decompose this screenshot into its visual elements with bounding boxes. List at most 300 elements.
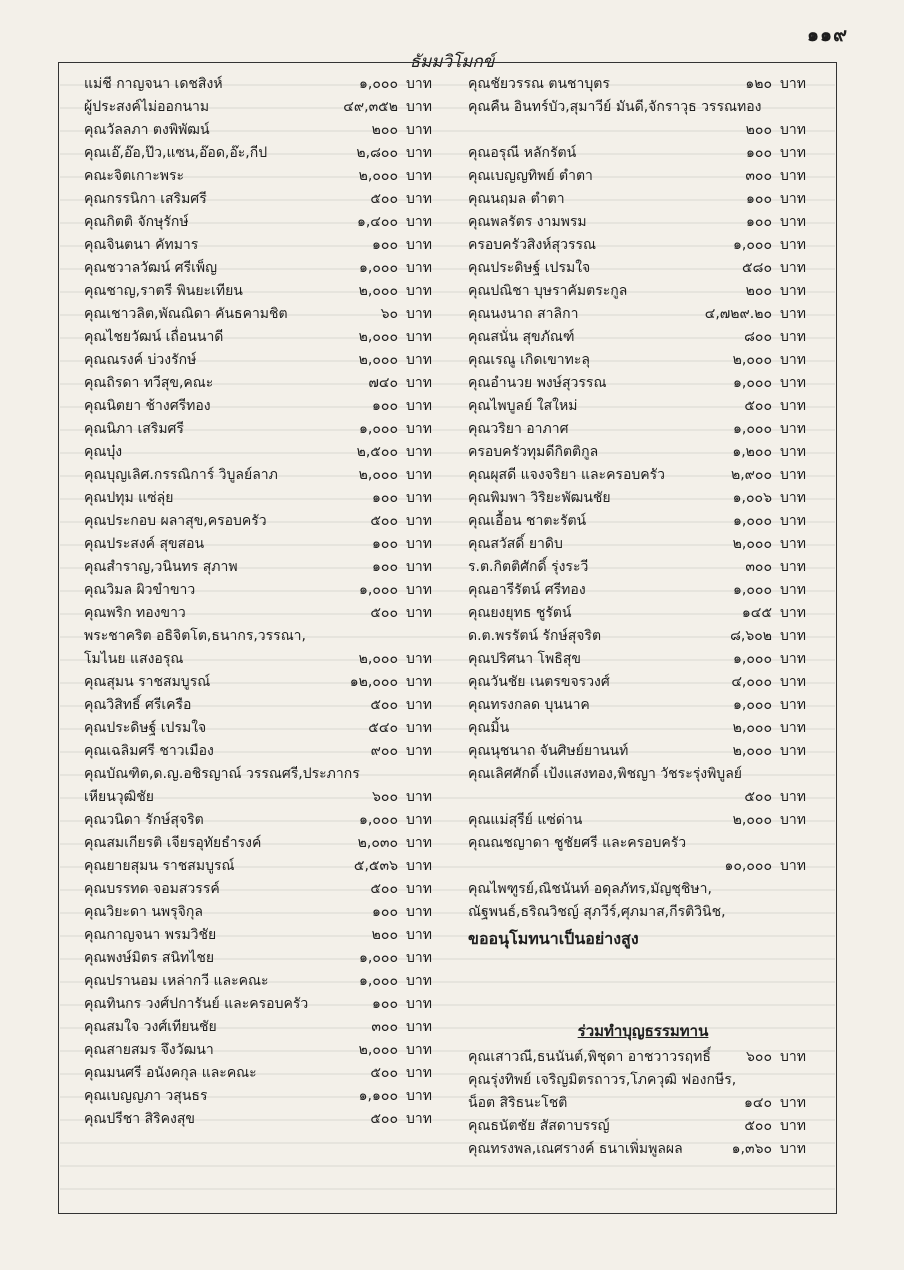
currency-unit: บาท [406, 214, 432, 230]
donation-value [358, 832, 444, 855]
donation-amount: ๓๐๐ [371, 1019, 398, 1035]
donor-row [468, 280, 818, 303]
donor-row [84, 671, 444, 694]
donation-value [370, 602, 444, 625]
donor-name: คุณปริศนา โพธิสุข [468, 651, 581, 667]
donation-value [733, 418, 818, 441]
donor-row [84, 533, 444, 556]
donation-value [368, 717, 444, 740]
donation-value [359, 280, 444, 303]
donation-amount: ๕๐๐ [370, 513, 398, 529]
currency-unit: บาท [780, 306, 806, 322]
donation-amount: ๒๐๐ [371, 927, 398, 943]
donor-row [468, 1046, 818, 1069]
donor-row [468, 96, 818, 119]
donor-row [84, 602, 444, 625]
donation-amount: ๖๐ [380, 306, 398, 322]
donor-row [468, 648, 818, 671]
donor-row [84, 763, 444, 786]
donation-amount: ๑,๐๐๐ [733, 237, 772, 253]
currency-unit: บาท [406, 1019, 432, 1035]
donation-value [705, 303, 818, 326]
currency-unit: บาท [406, 421, 432, 437]
donor-name: คุณพริก ทองขาว [84, 605, 186, 621]
donor-row [468, 579, 818, 602]
donation-value [733, 372, 818, 395]
donation-value [772, 901, 818, 924]
donor-name: คุณเลิศศักดิ์ เป้งแสงทอง,พิชญา วัชระรุ่งพิบูลย์ [468, 766, 742, 782]
donation-value [744, 395, 818, 418]
donor-row [84, 142, 444, 165]
donor-row [468, 832, 818, 855]
section-heading: ร่วมทำบุญธรรมทาน [577, 1022, 709, 1040]
donor-row [84, 188, 444, 211]
donation-amount: ๑,๐๐๐ [733, 375, 772, 391]
donor-name: คุณกาญจนา พรมวิชัย [84, 927, 217, 943]
donor-name: คุณวนิดา รักษ์สุจริต [84, 812, 204, 828]
donor-row [84, 257, 444, 280]
donor-row [468, 533, 818, 556]
donation-value [357, 211, 444, 234]
donation-amount: ๑๐๐ [372, 398, 398, 414]
donation-value [359, 257, 444, 280]
donation-value [733, 349, 818, 372]
donor-name: คุณประดิษฐ์ เปรมใจ [84, 720, 207, 736]
currency-unit: บาท [406, 76, 432, 92]
donation-value [359, 970, 444, 993]
donation-value [370, 878, 444, 901]
donation-value [359, 648, 444, 671]
currency-unit: บาท [406, 536, 432, 552]
donor-name: คุณประดิษฐ์ เปรมใจ [468, 260, 591, 276]
currency-unit [780, 878, 818, 901]
donor-row [468, 1138, 818, 1161]
donor-row [468, 418, 818, 441]
donor-row [84, 878, 444, 901]
donor-name: คุณนิภา เสริมศรี [84, 421, 184, 437]
donation-amount: ๔,๐๐๐ [731, 674, 772, 690]
donation-amount: ๑,๐๐๐ [733, 421, 772, 437]
donor-row [84, 993, 444, 1016]
donor-row [84, 924, 444, 947]
currency-unit: บาท [406, 858, 432, 874]
donation-value [350, 671, 444, 694]
currency-unit: บาท [780, 720, 806, 736]
donation-amount: ๓๐๐ [745, 168, 772, 184]
currency-unit: บาท [780, 168, 806, 184]
donor-name: โมไนย แสงอรุณ [84, 651, 184, 667]
donation-value [733, 234, 818, 257]
donor-name: คุณถิรดา ทวีสุข,คณะ [84, 375, 214, 391]
donation-value [772, 832, 818, 855]
donor-row [84, 740, 444, 763]
donor-name: คุณทรงพล,เณศรางค์ ธนาเพิ่มพูลผล [468, 1141, 683, 1157]
donor-name: คุณยายสุมน ราชสมบูรณ์ [84, 858, 235, 874]
donor-name: คุณวิมล ผิวขำขาว [84, 582, 196, 598]
donation-amount: ๕๐๐ [744, 398, 772, 414]
donation-amount: ๒,๐๐๐ [732, 812, 772, 828]
currency-unit: บาท [406, 996, 432, 1012]
currency-unit: บาท [406, 283, 432, 299]
currency-unit: บาท [780, 191, 806, 207]
donation-amount: ๑,๐๐๐ [359, 812, 398, 828]
currency-unit: บาท [406, 375, 432, 391]
donor-row [84, 1039, 444, 1062]
donor-row [468, 188, 818, 211]
donor-name: คุณทินกร วงศ์ปการันย์ และครอบครัว [84, 996, 309, 1012]
donation-amount: ๒,๐๐๐ [732, 352, 772, 368]
donation-amount: ๒,๐๐๐ [358, 283, 398, 299]
donation-value [372, 786, 444, 809]
currency-unit [406, 763, 444, 786]
currency-unit: บาท [406, 122, 432, 138]
donation-value [724, 855, 818, 878]
donation-value [398, 625, 444, 648]
donation-amount: ๑๒,๐๐๐ [349, 674, 398, 690]
donation-amount: ๒,๐๐๐ [358, 467, 398, 483]
donation-value [372, 924, 444, 947]
donor-name: คุณเฉลิมศรี ชาวเมือง [84, 743, 214, 759]
donation-amount: ๑๐๐ [746, 214, 772, 230]
donor-name: คุณสมเกียรติ เจียรอุทัยธำรงค์ [84, 835, 262, 851]
donor-name: คุณธนัตชัย สัสดาบรรญ์ [468, 1118, 610, 1134]
donor-name: คุณณชญาดา ชูชัยศรี และครอบครัว [468, 835, 687, 851]
donor-row [84, 625, 444, 648]
donation-value [359, 1085, 444, 1108]
donor-name: คุณชัยวรรณ ตนชาบุตร [468, 76, 610, 92]
donor-row [468, 349, 818, 372]
donation-amount: ๑๔๕ [741, 605, 772, 621]
currency-unit: บาท [406, 1042, 432, 1058]
donation-amount: ๑,๔๐๐ [356, 214, 398, 230]
currency-unit: บาท [406, 720, 432, 736]
donor-row [468, 1069, 818, 1092]
donor-row [468, 441, 818, 464]
donation-amount: ๑,๐๐๖ [732, 490, 772, 506]
donor-row [84, 855, 444, 878]
donor-name: คุณเรณู เกิดเขาทะลุ [468, 352, 590, 368]
donor-name: แม่ชี กาญจนา เดชสิงห์ [84, 76, 223, 92]
currency-unit: บาท [780, 398, 806, 414]
donor-name: คุณทรงกลด บุนนาค [468, 697, 590, 713]
donation-amount: ๑๐๐ [746, 191, 772, 207]
donor-row [84, 487, 444, 510]
donation-value [356, 142, 444, 165]
donation-amount: ๒,๕๐๐ [356, 444, 398, 460]
currency-unit: บาท [406, 927, 432, 943]
donation-amount: ๑๐๐ [746, 145, 772, 161]
donation-value [733, 717, 818, 740]
donation-value [359, 947, 444, 970]
donor-row [84, 372, 444, 395]
donor-row [468, 234, 818, 257]
currency-unit [780, 763, 818, 786]
donation-value [746, 188, 818, 211]
donor-row [468, 119, 818, 142]
donor-row [84, 211, 444, 234]
currency-unit: บาท [406, 674, 432, 690]
donation-value [357, 441, 444, 464]
currency-unit: บาท [780, 421, 806, 437]
donation-amount: ๕๐๐ [370, 881, 398, 897]
donor-row [84, 303, 444, 326]
donor-row [84, 970, 444, 993]
donor-row [468, 855, 818, 878]
donor-row [468, 1115, 818, 1138]
donation-value [731, 464, 818, 487]
donor-name: คุณพงษ์มิตร สนิทไชย [84, 950, 215, 966]
donation-value [742, 602, 818, 625]
donation-amount: ๒๐๐ [745, 122, 772, 138]
donation-amount: ๑๐๐ [372, 536, 398, 552]
donation-amount: ๑,๐๐๐ [359, 260, 398, 276]
donation-amount: ๒,๐๓๐ [357, 835, 398, 851]
currency-unit: บาท [780, 1049, 806, 1065]
donor-row [468, 73, 818, 96]
donor-name: คุณอรุณี หลักรัตน์ [468, 145, 577, 161]
currency-unit: บาท [780, 122, 806, 138]
currency-unit: บาท [406, 1065, 432, 1081]
donation-value [742, 257, 818, 280]
donation-amount: ๑๒๐ [745, 76, 772, 92]
donor-name: คุณชวาลวัฒน์ ศรีเพ็ญ [84, 260, 218, 276]
donation-value [733, 487, 818, 510]
currency-unit: บาท [406, 352, 432, 368]
donation-value [744, 1092, 818, 1115]
donor-row [84, 234, 444, 257]
currency-unit: บาท [780, 628, 806, 644]
donor-row [468, 671, 818, 694]
donation-value [733, 648, 818, 671]
donation-amount: ๒,๘๐๐ [356, 145, 398, 161]
donor-row [468, 717, 818, 740]
currency-unit [780, 1069, 818, 1092]
donor-name: คุณเอื้อน ชาตะรัตน์ [468, 513, 587, 529]
currency-unit [780, 832, 818, 855]
donor-name: คุณวิยะดา นพรุจิกุล [84, 904, 203, 920]
donor-row [468, 510, 818, 533]
donation-amount: ๗๔๐ [368, 375, 398, 391]
donation-value [359, 349, 444, 372]
donor-name: คุณปรานอม เหล่ากวี และคณะ [84, 973, 269, 989]
donation-value [370, 188, 444, 211]
donation-amount: ๒,๐๐๐ [732, 536, 772, 552]
donor-row [84, 119, 444, 142]
donation-amount: ๕,๕๓๖ [353, 858, 398, 874]
currency-unit: บาท [406, 490, 432, 506]
donor-name: คุณผุสดี แจงจริยา และครอบครัว [468, 467, 665, 483]
donor-name: คุณคืน อินทร์บัว,สุมาวีย์ มันดี,จักราวุธ วรรณทอง [468, 99, 762, 115]
donation-value [746, 1046, 818, 1069]
donation-value [372, 901, 444, 924]
donor-name: คุณวิสิทธิ์ ศรีเครือ [84, 697, 192, 713]
donor-row [84, 947, 444, 970]
donor-row [468, 395, 818, 418]
donation-value [733, 510, 818, 533]
donation-amount: ๕๐๐ [370, 697, 398, 713]
donor-name: คุณมนศรี อนังคกุล และคณะ [84, 1065, 257, 1081]
currency-unit: บาท [780, 559, 806, 575]
donor-name: น็อต สิริธนะโชติ [468, 1095, 568, 1111]
donor-row [84, 717, 444, 740]
donation-value [733, 533, 818, 556]
donor-row [468, 901, 818, 924]
donation-value [370, 1108, 444, 1131]
donation-value [359, 165, 444, 188]
currency-unit: บาท [406, 812, 432, 828]
donor-name: คุณนิตยา ช้างศรีทอง [84, 398, 211, 414]
currency-unit: บาท [780, 352, 806, 368]
donor-row [468, 763, 818, 786]
donor-row [84, 280, 444, 303]
donor-name: คุณกิตติ จักษุรักษ์ [84, 214, 189, 230]
donor-name: คุณประกอบ ผลาสุข,ครอบครัว [84, 513, 267, 529]
donor-row [84, 73, 444, 96]
donation-value [733, 809, 818, 832]
donor-name: คุณจินตนา คัทมาร [84, 237, 199, 253]
journal-title: ธัมมวิโมกข์ [409, 52, 495, 72]
donor-name: คุณนุชนาถ จันศิษย์ยานนท์ [468, 743, 629, 759]
donor-name: คุณเบญญภา วสุนธร [84, 1088, 208, 1104]
donation-value [372, 556, 444, 579]
donor-name: คุณไพฑูรย์,ณิชนันท์ อดุลภัทร,มัญชุชิษา, [468, 881, 712, 897]
currency-unit: บาท [406, 145, 432, 161]
donation-amount: ๑,๑๐๐ [358, 1088, 398, 1104]
donation-value [359, 464, 444, 487]
currency-unit: บาท [406, 1088, 432, 1104]
currency-unit: บาท [406, 835, 432, 851]
donation-value [372, 993, 444, 1016]
donor-name: คุณพลรัตร งามพรม [468, 214, 587, 230]
currency-unit: บาท [406, 329, 432, 345]
donor-row [468, 211, 818, 234]
donor-name: ณัฐพนธ์,ธริณวิชญ์ สุภวีร์,ศุภมาส,กีรติวินิช, [468, 904, 726, 920]
donation-amount: ๘๐๐ [744, 329, 772, 345]
donation-amount: ๑,๐๐๐ [359, 76, 398, 92]
donor-row [468, 1092, 818, 1115]
donor-name: ร.ต.กิตติศักดิ์ รุ่งระวี [468, 559, 589, 575]
currency-unit: บาท [780, 329, 806, 345]
donor-row [468, 625, 818, 648]
donation-value [730, 625, 818, 648]
currency-unit: บาท [406, 398, 432, 414]
currency-unit: บาท [406, 881, 432, 897]
donor-row [84, 510, 444, 533]
donor-name: คุณเอ๊,อ๊อ,ป๊ว,แซน,อ๊อด,อ๊ะ,กีป [84, 145, 268, 161]
donation-value [746, 280, 818, 303]
donation-value [746, 211, 818, 234]
donation-amount: ๕๐๐ [370, 191, 398, 207]
right-donor-list [468, 73, 818, 924]
currency-unit: บาท [406, 789, 432, 805]
currency-unit: บาท [780, 812, 806, 828]
currency-unit: บาท [780, 789, 806, 805]
donor-row [468, 372, 818, 395]
currency-unit [780, 901, 818, 924]
donation-amount: ๒,๐๐๐ [358, 352, 398, 368]
currency-unit: บาท [406, 950, 432, 966]
donor-name: คุณสมใจ วงศ์เทียนชัย [84, 1019, 217, 1035]
donation-value [370, 510, 444, 533]
currency-unit: บาท [780, 582, 806, 598]
donation-amount: ๕๘๐ [742, 260, 772, 276]
donor-row [468, 740, 818, 763]
donor-name: คุณสุมน ราชสมบูรณ์ [84, 674, 211, 690]
donation-value [772, 763, 818, 786]
donation-amount: ๑๐๐ [372, 559, 398, 575]
currency-unit: บาท [780, 467, 806, 483]
donor-name: คุณอำนวย พงษ์สุวรรณ [468, 375, 607, 391]
donor-name: พระชาคริต อธิจิตโต,ธนากร,วรรณา, [84, 628, 306, 644]
donation-amount: ๑,๐๐๐ [359, 950, 398, 966]
donation-amount: ๕๐๐ [370, 605, 398, 621]
donation-value [733, 579, 818, 602]
currency-unit: บาท [406, 99, 432, 115]
donor-name: คุณไพบูลย์ ใสใหม่ [468, 398, 578, 414]
donor-row [84, 96, 444, 119]
donation-value [746, 142, 818, 165]
currency-unit: บาท [406, 582, 432, 598]
donation-value [733, 740, 818, 763]
donation-value [359, 1039, 444, 1062]
donation-amount: ๑,๐๐๐ [733, 582, 772, 598]
donor-name: คุณยงยุทธ ชูรัตน์ [468, 605, 572, 621]
currency-unit [780, 96, 818, 119]
section-donor-list [468, 1046, 818, 1161]
donation-amount: ๑๐๐ [372, 904, 398, 920]
donation-amount: ๕๐๐ [744, 1118, 772, 1134]
currency-unit: บาท [406, 191, 432, 207]
donation-value [372, 119, 444, 142]
donation-amount: ๒๐๐ [745, 283, 772, 299]
donor-name: คุณบรรทด จอมสวรรค์ [84, 881, 220, 897]
currency-unit: บาท [780, 1141, 806, 1157]
currency-unit: บาท [406, 260, 432, 276]
currency-unit: บาท [780, 1095, 806, 1111]
currency-unit [406, 625, 444, 648]
donation-value [744, 326, 818, 349]
donation-value [354, 855, 444, 878]
donor-row [84, 579, 444, 602]
donor-row [468, 878, 818, 901]
donation-value [772, 878, 818, 901]
donor-row [84, 326, 444, 349]
donor-row [468, 464, 818, 487]
donation-value [368, 372, 444, 395]
donation-value [371, 740, 444, 763]
donation-value [359, 579, 444, 602]
currency-unit: บาท [406, 513, 432, 529]
currency-unit: บาท [780, 375, 806, 391]
donor-row [84, 694, 444, 717]
donor-row [84, 349, 444, 372]
donor-name: คุณประสงค์ สุขสอน [84, 536, 205, 552]
currency-unit: บาท [780, 237, 806, 253]
donor-row [84, 556, 444, 579]
donor-name: เหียนวุฒิชัย [84, 789, 154, 805]
donation-value [745, 556, 818, 579]
donation-amount: ๑,๐๐๐ [359, 582, 398, 598]
donor-row [468, 257, 818, 280]
donation-value [343, 96, 444, 119]
donation-amount: ๖๐๐ [746, 1049, 772, 1065]
donation-value [772, 1069, 818, 1092]
donor-row [84, 1016, 444, 1039]
donor-row [468, 556, 818, 579]
donor-row [84, 809, 444, 832]
donor-name: คุณนฤมล ตำตา [468, 191, 565, 207]
donation-value [372, 487, 444, 510]
